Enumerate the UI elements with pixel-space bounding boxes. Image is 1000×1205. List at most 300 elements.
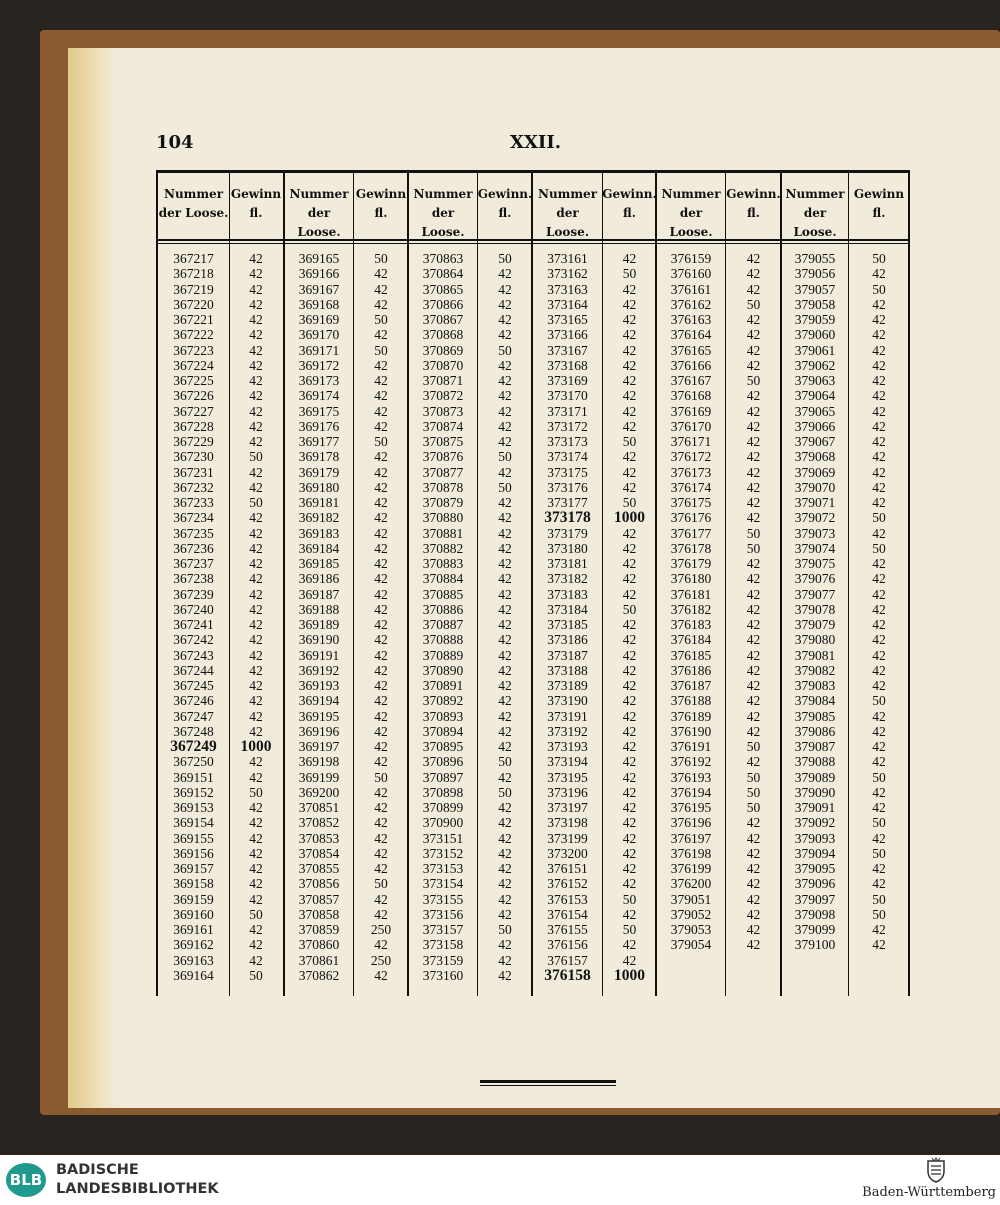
ticket-number: 376188	[670, 693, 712, 709]
header-line: fl.	[623, 206, 636, 220]
prize-amount: 42	[374, 418, 388, 434]
ticket-number: 376162	[670, 296, 712, 312]
ticket-number: 370864	[422, 266, 464, 282]
ticket-number: 379077	[794, 586, 836, 602]
prize-amount: 50	[872, 510, 886, 526]
prize-amount: 42	[746, 388, 761, 404]
prize-amount: 42	[374, 967, 388, 983]
prize-amount: 42	[498, 800, 512, 815]
prize-amount: 42	[374, 449, 388, 465]
ticket-number: 373190	[547, 693, 588, 709]
prize-column	[229, 173, 283, 996]
coat-of-arms-icon	[925, 1157, 947, 1183]
prize-amount: 42	[622, 403, 637, 419]
prize-amount: 42	[498, 601, 512, 617]
ticket-number: 369200	[298, 784, 340, 800]
ticket-number: 370894	[422, 723, 464, 739]
ticket-number: 376182	[670, 601, 712, 617]
ticket-number: 379094	[794, 845, 836, 861]
prize-amount: 42	[746, 906, 761, 922]
header-line: Gewinn.	[726, 187, 781, 201]
ticket-number: 369169	[298, 312, 340, 327]
prize-amount: 42	[746, 723, 761, 739]
prize-amount: 42	[622, 784, 637, 800]
prize-amount: 42	[374, 830, 388, 846]
prize-amount: 42	[498, 830, 512, 846]
prize-amount: 42	[498, 434, 512, 449]
table-column-group-3	[407, 173, 533, 996]
prize-amount: 42	[374, 327, 388, 343]
prize-amount: 42	[249, 922, 263, 937]
ticket-number: 369151	[173, 769, 214, 785]
ticket-number: 373173	[547, 434, 588, 449]
ticket-number: 367224	[173, 357, 214, 373]
ticket-number: 379072	[794, 510, 836, 526]
prize-amount: 42	[249, 327, 263, 343]
ticket-number: 369158	[173, 876, 214, 892]
ticket-number: 367248	[173, 723, 214, 739]
prize-amount: 42	[249, 373, 263, 388]
ticket-number: 369161	[173, 922, 214, 937]
prize-amount: 42	[374, 891, 388, 907]
prize-amount: 42	[622, 540, 637, 556]
prize-amount: 42	[622, 251, 637, 266]
ticket-number: 379057	[794, 281, 836, 297]
prize-amount: 42	[746, 876, 761, 892]
prize-amount: 50	[249, 495, 263, 510]
ticket-number: 370873	[422, 403, 464, 419]
prize-amount: 42	[622, 815, 637, 831]
ticket-number: 367217	[173, 251, 214, 266]
prize-amount: 42	[374, 861, 388, 876]
ticket-number: 376196	[670, 815, 712, 831]
ticket-number: 369199	[298, 769, 340, 785]
ticket-number: 369184	[298, 540, 340, 556]
prize-amount: 50	[374, 769, 388, 785]
header-line: Nummer	[785, 187, 845, 201]
prize-column-header	[725, 185, 782, 223]
ticket-number: 379075	[794, 556, 836, 571]
prize-amount: 42	[622, 281, 637, 297]
prize-amount: 50	[498, 754, 512, 770]
ticket-number: 376168	[670, 388, 712, 404]
prize-amount: 42	[249, 510, 263, 526]
ticket-number: 367238	[173, 571, 214, 587]
prize-column	[353, 173, 409, 996]
prize-amount: 42	[374, 357, 388, 373]
ticket-number: 370868	[422, 327, 464, 343]
prize-amount: 42	[872, 556, 886, 571]
prize-column-header	[229, 185, 283, 223]
ticket-number: 370872	[422, 388, 464, 404]
ticket-number: 367220	[173, 296, 214, 312]
ticket-number: 369157	[173, 861, 214, 876]
prize-amount: 42	[249, 800, 263, 815]
prize-amount: 42	[622, 464, 637, 480]
prize-amount: 42	[872, 525, 886, 541]
ticket-number: 370875	[422, 434, 464, 449]
prize-amount: 42	[249, 678, 263, 693]
ticket-number: 376163	[670, 312, 712, 327]
ticket-number: 373188	[547, 662, 588, 678]
closing-rule-thin	[480, 1085, 616, 1086]
ticket-number: 367241	[173, 617, 214, 632]
header-line: Gewinn	[355, 187, 407, 201]
prize-amount: 42	[872, 739, 886, 754]
ticket-number: 369187	[298, 586, 340, 602]
prize-amount: 42	[249, 571, 263, 587]
ticket-number: 370858	[298, 906, 340, 922]
prize-amount: 42	[622, 662, 637, 678]
prize-amount: 42	[249, 815, 263, 831]
prize-amount: 42	[622, 632, 637, 648]
ticket-number: 367240	[173, 601, 214, 617]
header-line: Nummer	[163, 187, 224, 201]
ticket-number: 369177	[298, 434, 340, 449]
ticket-number: 379081	[794, 647, 836, 663]
prize-amount: 42	[498, 891, 512, 907]
ticket-number: 367250	[173, 754, 214, 770]
prize-amount: 42	[374, 617, 388, 632]
ticket-number: 369153	[173, 800, 214, 815]
ticket-number: 373185	[547, 617, 588, 632]
prize-amount: 42	[746, 312, 761, 327]
ticket-number: 370865	[422, 281, 464, 297]
ticket-number: 376166	[670, 357, 712, 373]
table-column-group-1	[158, 173, 283, 996]
ticket-number: 369163	[173, 952, 214, 968]
ticket-number: 369186	[298, 571, 340, 587]
prize-amount: 42	[249, 342, 263, 358]
header-line: der Loose.	[793, 206, 837, 239]
ticket-number: 373179	[547, 525, 588, 541]
number-column-header	[409, 185, 477, 242]
prize-amount: 42	[872, 800, 886, 815]
prize-amount: 42	[374, 723, 388, 739]
prize-amount: 42	[872, 479, 886, 495]
prize-amount: 42	[374, 678, 388, 693]
ticket-number: 379098	[794, 906, 836, 922]
prize-amount: 42	[872, 617, 886, 632]
ticket-number: 373152	[422, 845, 464, 861]
ticket-number: 370874	[422, 418, 464, 434]
prize-amount: 42	[249, 891, 263, 907]
ticket-number: 379099	[794, 922, 836, 937]
prize-amount: 42	[249, 251, 263, 266]
ticket-number: 370877	[422, 464, 464, 480]
ticket-number: 367228	[173, 418, 214, 434]
prize-amount: 42	[374, 800, 388, 815]
ticket-number: 369175	[298, 403, 340, 419]
prize-amount: 42	[374, 464, 388, 480]
ticket-number: 370888	[422, 632, 464, 648]
prize-amount: 42	[622, 296, 637, 312]
ticket-number: 369170	[298, 327, 340, 343]
prize-amount: 1000	[614, 509, 645, 527]
prize-amount: 50	[746, 540, 761, 556]
prize-amount: 42	[746, 586, 761, 602]
header-line: Gewinn.	[477, 187, 533, 201]
ticket-number: 379062	[794, 357, 836, 373]
ticket-number: 373200	[547, 845, 588, 861]
ticket-number: 367235	[173, 525, 214, 541]
ticket-number: 370876	[422, 449, 464, 465]
ticket-number: 376177	[670, 525, 712, 541]
prize-amount: 50	[498, 251, 512, 266]
ticket-number: 369195	[298, 708, 340, 724]
ticket-number: 369190	[298, 632, 340, 648]
prize-amount: 42	[622, 800, 637, 815]
ticket-number: 379078	[794, 601, 836, 617]
prize-amount: 42	[498, 647, 512, 663]
ticket-number: 370879	[422, 495, 464, 510]
ticket-number: 370899	[422, 800, 464, 815]
ticket-number: 379088	[794, 754, 836, 770]
prize-amount: 50	[249, 967, 263, 983]
ticket-number: 376190	[670, 723, 712, 739]
prize-amount: 50	[249, 784, 263, 800]
prize-amount: 42	[249, 601, 263, 617]
ticket-number: 376183	[670, 617, 712, 632]
prize-amount: 50	[872, 693, 886, 709]
ticket-number: 379067	[794, 434, 836, 449]
prize-amount: 42	[249, 479, 263, 495]
ticket-number: 373172	[547, 418, 588, 434]
prize-amount: 42	[746, 449, 761, 465]
ticket-number: 370859	[298, 922, 340, 937]
prize-amount: 42	[374, 586, 388, 602]
prize-amount: 50	[872, 891, 886, 907]
ticket-number: 376187	[670, 678, 712, 693]
prize-amount: 42	[872, 449, 886, 465]
ticket-number: 373169	[547, 373, 588, 388]
ticket-number: 370898	[422, 784, 464, 800]
prize-amount: 50	[622, 495, 637, 510]
ticket-number: 376153	[547, 891, 588, 907]
ticket-number: 373191	[547, 708, 588, 724]
ticket-number: 376176	[670, 510, 712, 526]
ticket-number: 376185	[670, 647, 712, 663]
prize-amount: 42	[498, 693, 512, 709]
ticket-number: 370855	[298, 861, 340, 876]
ticket-number: 367223	[173, 342, 214, 358]
ticket-number: 379055	[794, 251, 836, 266]
prize-amount: 42	[746, 815, 761, 831]
ticket-number: 373170	[547, 388, 588, 404]
prize-amount: 42	[374, 556, 388, 571]
prize-amount: 50	[872, 281, 886, 297]
ticket-number: 369192	[298, 662, 340, 678]
ticket-number: 379070	[794, 479, 836, 495]
prize-amount: 42	[374, 845, 388, 861]
header-line: fl.	[747, 206, 760, 220]
ticket-number: 369172	[298, 357, 340, 373]
page-gutter	[68, 48, 116, 1108]
prize-amount: 42	[746, 662, 761, 678]
prize-amount: 42	[249, 876, 263, 892]
prize-amount: 42	[622, 739, 637, 754]
ticket-number: 376195	[670, 800, 712, 815]
prize-amount: 42	[746, 830, 761, 846]
ticket-number: 379051	[670, 891, 712, 907]
prize-amount: 1000	[240, 738, 272, 755]
prize-amount: 42	[249, 586, 263, 602]
prize-amount: 50	[872, 769, 886, 785]
prize-amount: 50	[622, 266, 637, 282]
ticket-number: 367230	[173, 449, 214, 465]
ticket-number: 370870	[422, 357, 464, 373]
table-column-group-4	[531, 173, 657, 996]
ticket-number: 373183	[547, 586, 588, 602]
prize-amount: 50	[374, 251, 388, 266]
ticket-number: 373187	[547, 647, 588, 663]
ticket-number: 367232	[173, 479, 214, 495]
prize-amount: 42	[374, 266, 388, 282]
ticket-number: 369180	[298, 479, 340, 495]
ticket-number: 376198	[670, 845, 712, 861]
prize-amount: 42	[746, 556, 761, 571]
prize-amount: 50	[746, 296, 761, 312]
prize-amount: 42	[498, 678, 512, 693]
prize-amount: 42	[622, 769, 637, 785]
prize-amount: 50	[622, 891, 637, 907]
prize-amount: 42	[622, 693, 637, 709]
prize-amount: 42	[498, 418, 512, 434]
header-line: Gewinn.	[602, 187, 657, 201]
ticket-number: 376200	[670, 876, 712, 892]
prize-amount: 42	[622, 617, 637, 632]
number-column-header	[533, 185, 602, 242]
prize-amount: 42	[498, 845, 512, 861]
ticket-number: 373175	[547, 464, 588, 480]
prize-amount: 42	[498, 556, 512, 571]
prize-amount: 42	[746, 434, 761, 449]
prize-amount: 42	[498, 373, 512, 388]
prize-amount: 42	[622, 556, 637, 571]
prize-amount: 50	[872, 815, 886, 831]
prize-amount: 42	[498, 495, 512, 510]
prize-amount: 42	[249, 861, 263, 876]
ticket-number: 369166	[298, 266, 340, 282]
ticket-number: 373168	[547, 357, 588, 373]
prize-amount: 42	[872, 678, 886, 693]
header-line: fl.	[374, 206, 388, 220]
ticket-number: 369181	[298, 495, 340, 510]
prize-amount: 42	[498, 662, 512, 678]
ticket-number: 376170	[670, 418, 712, 434]
ticket-number: 370897	[422, 769, 464, 785]
ticket-number: 379087	[794, 739, 836, 754]
ticket-number: 370852	[298, 815, 340, 831]
prize-amount: 42	[374, 708, 388, 724]
prize-amount: 42	[622, 388, 637, 404]
prize-amount: 42	[872, 327, 886, 343]
prize-amount: 50	[746, 525, 761, 541]
ticket-number: 370890	[422, 662, 464, 678]
prize-amount: 42	[872, 495, 886, 510]
prize-amount: 42	[746, 861, 761, 876]
prize-amount: 42	[498, 815, 512, 831]
prize-amount: 42	[872, 754, 886, 770]
prize-amount: 42	[374, 281, 388, 297]
prize-amount: 42	[498, 739, 512, 754]
footer-bar	[0, 1155, 1000, 1205]
ticket-number: 369168	[298, 296, 340, 312]
prize-amount: 42	[872, 418, 886, 434]
prize-amount: 50	[622, 601, 637, 617]
ticket-number: 369189	[298, 617, 340, 632]
library-name[interactable]	[56, 1161, 219, 1199]
ticket-number: 369159	[173, 891, 214, 907]
ticket-number: 373167	[547, 342, 588, 358]
ticket-number: 379054	[670, 937, 712, 953]
prize-amount: 42	[498, 525, 512, 541]
number-column-header	[285, 185, 353, 242]
prize-amount: 50	[872, 251, 886, 266]
prize-amount: 42	[872, 937, 886, 953]
ticket-number: 369154	[173, 815, 214, 831]
ticket-number: 367244	[173, 662, 214, 678]
prize-amount: 50	[249, 449, 263, 465]
blb-logo-icon[interactable]: BLB	[6, 1163, 46, 1197]
prize-amount: 50	[746, 373, 761, 388]
ticket-number: 370867	[422, 312, 464, 327]
ticket-number: 373157	[422, 922, 464, 937]
prize-amount: 50	[746, 769, 761, 785]
ticket-number: 369188	[298, 601, 340, 617]
prize-amount: 42	[622, 678, 637, 693]
ticket-number: 376156	[547, 937, 588, 953]
prize-amount: 42	[872, 708, 886, 724]
ticket-number: 369162	[173, 937, 214, 953]
ticket-number: 370861	[298, 952, 340, 968]
ticket-number: 379065	[794, 403, 836, 419]
prize-amount: 42	[872, 571, 886, 587]
ticket-number: 367237	[173, 556, 214, 571]
header-line: Gewinn	[853, 187, 905, 201]
prize-amount: 250	[370, 952, 392, 968]
ticket-number: 370900	[422, 815, 464, 831]
prize-amount: 42	[872, 723, 886, 739]
ticket-number: 367246	[173, 693, 214, 709]
prize-amount: 42	[374, 525, 388, 541]
prize-amount: 42	[746, 922, 761, 937]
prize-amount: 42	[872, 647, 886, 663]
ticket-number: 373199	[547, 830, 588, 846]
ticket-number: 379097	[794, 891, 836, 907]
prize-amount: 42	[249, 617, 263, 632]
ticket-number: 376197	[670, 830, 712, 846]
ticket-number: 370882	[422, 540, 464, 556]
prize-amount: 42	[622, 312, 637, 327]
prize-amount: 42	[872, 296, 886, 312]
prize-amount: 42	[622, 830, 637, 846]
prize-amount: 42	[249, 312, 263, 327]
header-line: fl.	[872, 206, 886, 220]
header-line: Nummer	[289, 187, 349, 201]
prize-amount: 42	[498, 357, 512, 373]
state-name[interactable]: Baden-Württemberg	[862, 1185, 996, 1200]
prize-amount: 50	[498, 342, 512, 358]
prize-amount: 42	[249, 357, 263, 373]
prize-amount: 50	[498, 922, 512, 937]
ticket-number: 376152	[547, 876, 588, 892]
ticket-number: 373151	[422, 830, 464, 846]
prize-column	[725, 173, 782, 996]
ticket-number: 376173	[670, 464, 712, 480]
ticket-number: 367225	[173, 373, 214, 388]
prize-amount: 42	[374, 739, 388, 754]
